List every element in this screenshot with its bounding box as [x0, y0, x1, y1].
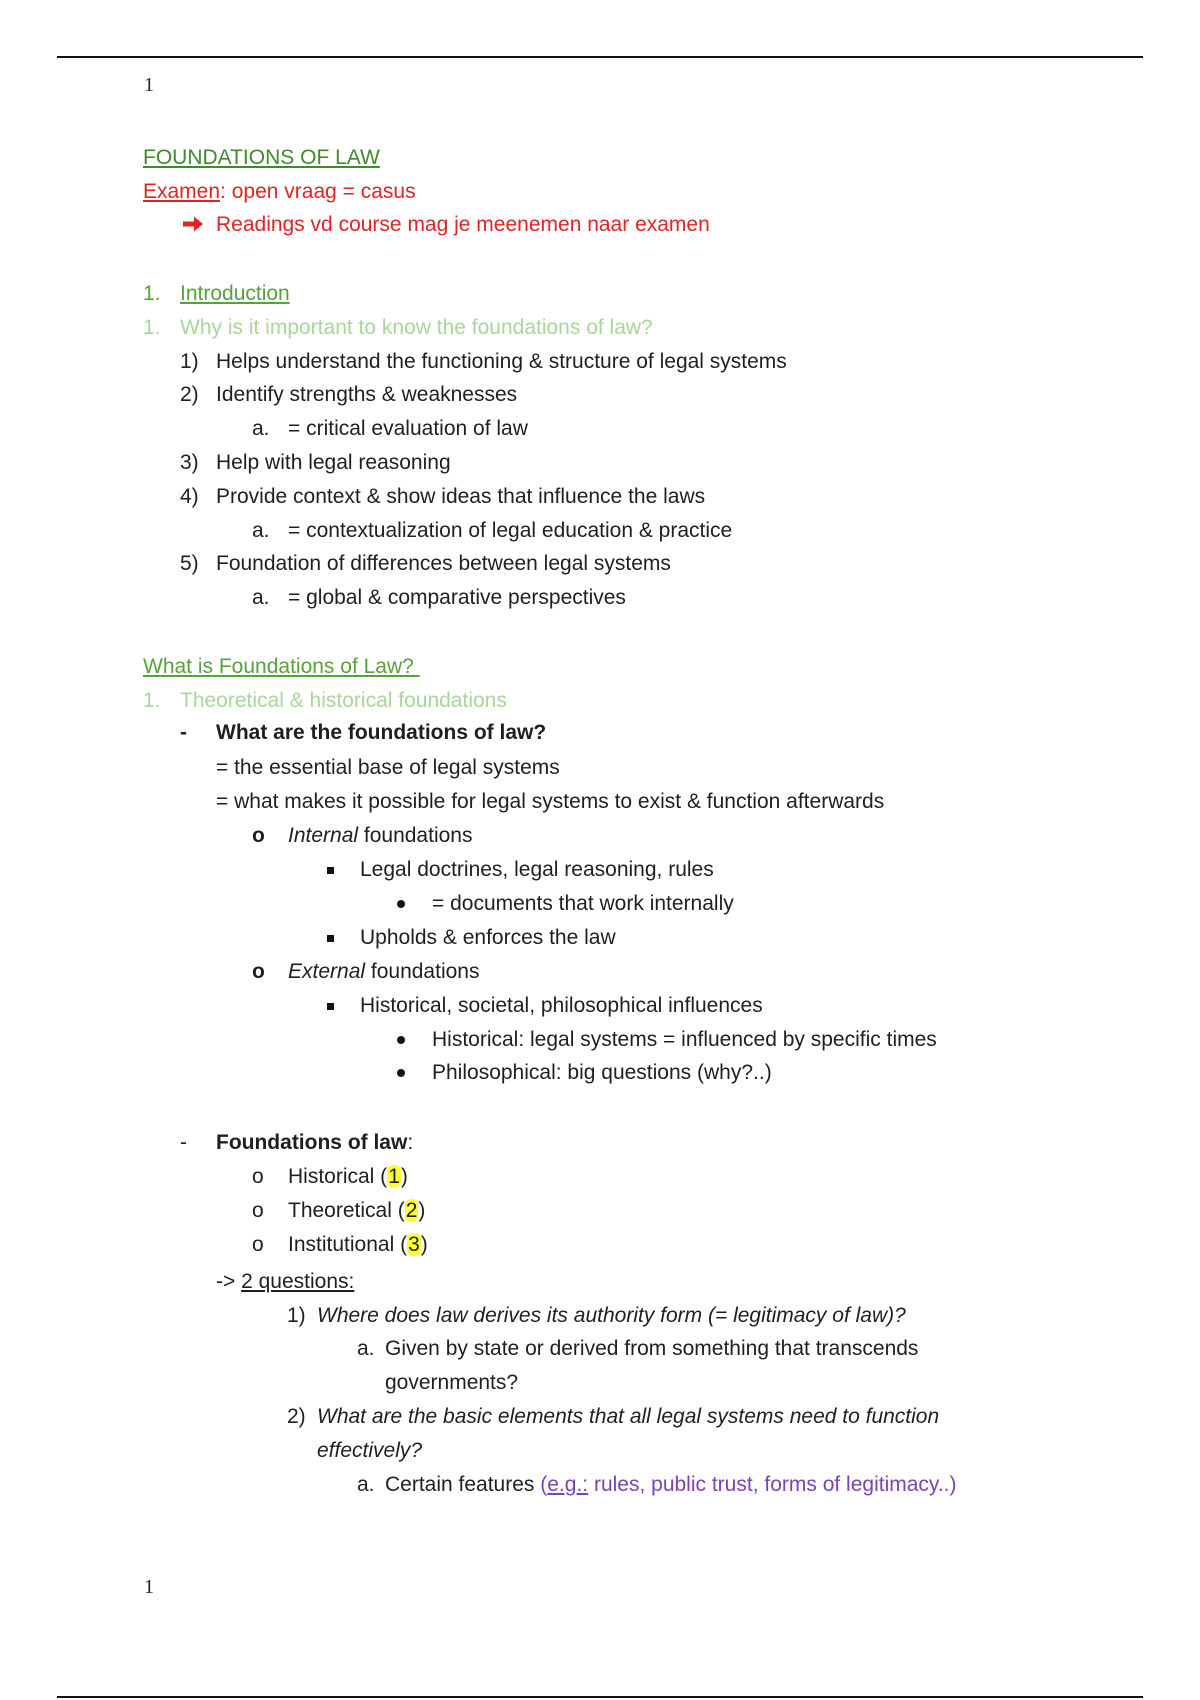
- foundations-label: Foundations of law: [216, 1131, 408, 1154]
- dot-bullet-icon: [397, 900, 405, 908]
- what-sub-number: 1.: [143, 689, 161, 712]
- foundations-colon: :: [407, 1131, 414, 1154]
- square-bullet-icon: [327, 1003, 334, 1010]
- question-2-answer: [385, 1472, 957, 1498]
- external-item: Historical: legal systems = influenced by specific times: [432, 1028, 937, 1051]
- list-marker: 4): [180, 485, 199, 508]
- o-marker: o: [252, 1165, 264, 1188]
- external-em: External: [288, 960, 366, 983]
- exam-line: [143, 179, 416, 205]
- dash-marker: -: [180, 721, 187, 744]
- intro-sub-number: 1.: [143, 316, 161, 339]
- answer-paren: (: [540, 1473, 548, 1496]
- foundation-item: [288, 1232, 428, 1258]
- foundation-number-highlight: 2: [405, 1199, 418, 1222]
- question-1-answer-line1: Given by state or derived from something that transcends: [385, 1337, 919, 1360]
- list-marker: 2): [287, 1405, 306, 1428]
- question-1-answer-line2: governments?: [385, 1371, 519, 1394]
- external-foundations: [288, 959, 479, 985]
- question-2-line2: effectively?: [317, 1439, 423, 1462]
- external-rest: foundations: [365, 960, 480, 983]
- foundation-item: [288, 1164, 408, 1190]
- question-heading: What are the foundations of law?: [216, 721, 547, 744]
- foundation-close: ): [418, 1199, 426, 1222]
- page-number-top: 1: [144, 74, 154, 96]
- answer-text: Certain features: [385, 1473, 541, 1496]
- list-item: Provide context & show ideas that influence the laws: [216, 485, 706, 508]
- list-marker: a.: [252, 417, 270, 440]
- o-marker: o: [252, 1199, 264, 1222]
- page-number-bottom: 1: [144, 1576, 154, 1598]
- list-item: = contextualization of legal education & practice: [288, 519, 733, 542]
- internal-item: Legal doctrines, legal reasoning, rules: [360, 858, 714, 881]
- list-marker: 2): [180, 383, 199, 406]
- answer-eg: e.g.:: [547, 1473, 589, 1496]
- list-item: Identify strengths & weaknesses: [216, 383, 518, 406]
- questions-label: 2 questions:: [241, 1270, 355, 1293]
- dash-marker: -: [180, 1131, 187, 1154]
- list-item: = global & comparative perspectives: [288, 586, 626, 609]
- list-marker: 5): [180, 552, 199, 575]
- square-bullet-icon: [327, 867, 334, 874]
- o-marker: o: [252, 960, 265, 983]
- list-marker: a.: [357, 1337, 375, 1360]
- internal-item: Upholds & enforces the law: [360, 926, 616, 949]
- document-title: FOUNDATIONS OF LAW: [143, 146, 380, 169]
- top-rule: [57, 56, 1143, 58]
- dot-bullet-icon: [397, 1036, 405, 1044]
- list-marker: a.: [252, 519, 270, 542]
- answer-examples: rules, public trust, forms of legitimacy..): [588, 1473, 957, 1496]
- dot-bullet-icon: [397, 1069, 405, 1077]
- intro-heading: Introduction: [180, 282, 290, 305]
- list-item: Foundation of differences between legal systems: [216, 552, 671, 575]
- exam-text: : open vraag = casus: [220, 180, 416, 203]
- foundation-number-highlight: 1: [388, 1165, 400, 1188]
- definition-2: = what makes it possible for legal systems to exist & function afterwards: [216, 790, 885, 813]
- questions-prefix: ->: [216, 1270, 242, 1293]
- internal-rest: foundations: [358, 824, 473, 847]
- foundation-name: Institutional (: [288, 1233, 408, 1256]
- question-1: Where does law derives its authority form (= legitimacy of law)?: [317, 1304, 906, 1327]
- external-item: Historical, societal, philosophical influences: [360, 994, 763, 1017]
- internal-foundations: [288, 823, 472, 849]
- intro-sub-heading: Why is it important to know the foundations of law?: [180, 316, 653, 339]
- readings-note: Readings vd course mag je meenemen naar examen: [216, 213, 710, 236]
- questions-label-line: [216, 1269, 354, 1295]
- question-2-line1: What are the basic elements that all legal systems need to function: [317, 1405, 940, 1428]
- foundation-name: Historical (: [288, 1165, 388, 1188]
- external-item: Philosophical: big questions (why?..): [432, 1061, 772, 1084]
- list-marker: 3): [180, 451, 199, 474]
- foundation-close: ): [420, 1233, 428, 1256]
- foundations-label-line: [216, 1130, 413, 1156]
- list-item: = critical evaluation of law: [288, 417, 528, 440]
- o-marker: o: [252, 824, 265, 847]
- list-marker: a.: [252, 586, 270, 609]
- list-item: Helps understand the functioning & structure of legal systems: [216, 350, 787, 373]
- foundation-item: [288, 1198, 425, 1224]
- list-marker: 1): [180, 350, 199, 373]
- bottom-rule: [57, 1696, 1143, 1698]
- what-heading: What is Foundations of Law?: [143, 655, 420, 678]
- list-marker: a.: [357, 1473, 375, 1496]
- internal-item: = documents that work internally: [432, 892, 734, 915]
- foundation-close: ): [400, 1165, 408, 1188]
- arrow-right-icon: [182, 215, 204, 233]
- list-marker: 1): [287, 1304, 306, 1327]
- definition-1: = the essential base of legal systems: [216, 756, 560, 779]
- internal-em: Internal: [288, 824, 359, 847]
- what-sub-heading: Theoretical & historical foundations: [180, 689, 507, 712]
- list-item: Help with legal reasoning: [216, 451, 451, 474]
- foundation-name: Theoretical (: [288, 1199, 405, 1222]
- square-bullet-icon: [327, 935, 334, 942]
- intro-number: 1.: [143, 282, 161, 305]
- o-marker: o: [252, 1233, 264, 1256]
- exam-label: Examen: [143, 180, 221, 203]
- foundation-number-highlight: 3: [408, 1233, 420, 1256]
